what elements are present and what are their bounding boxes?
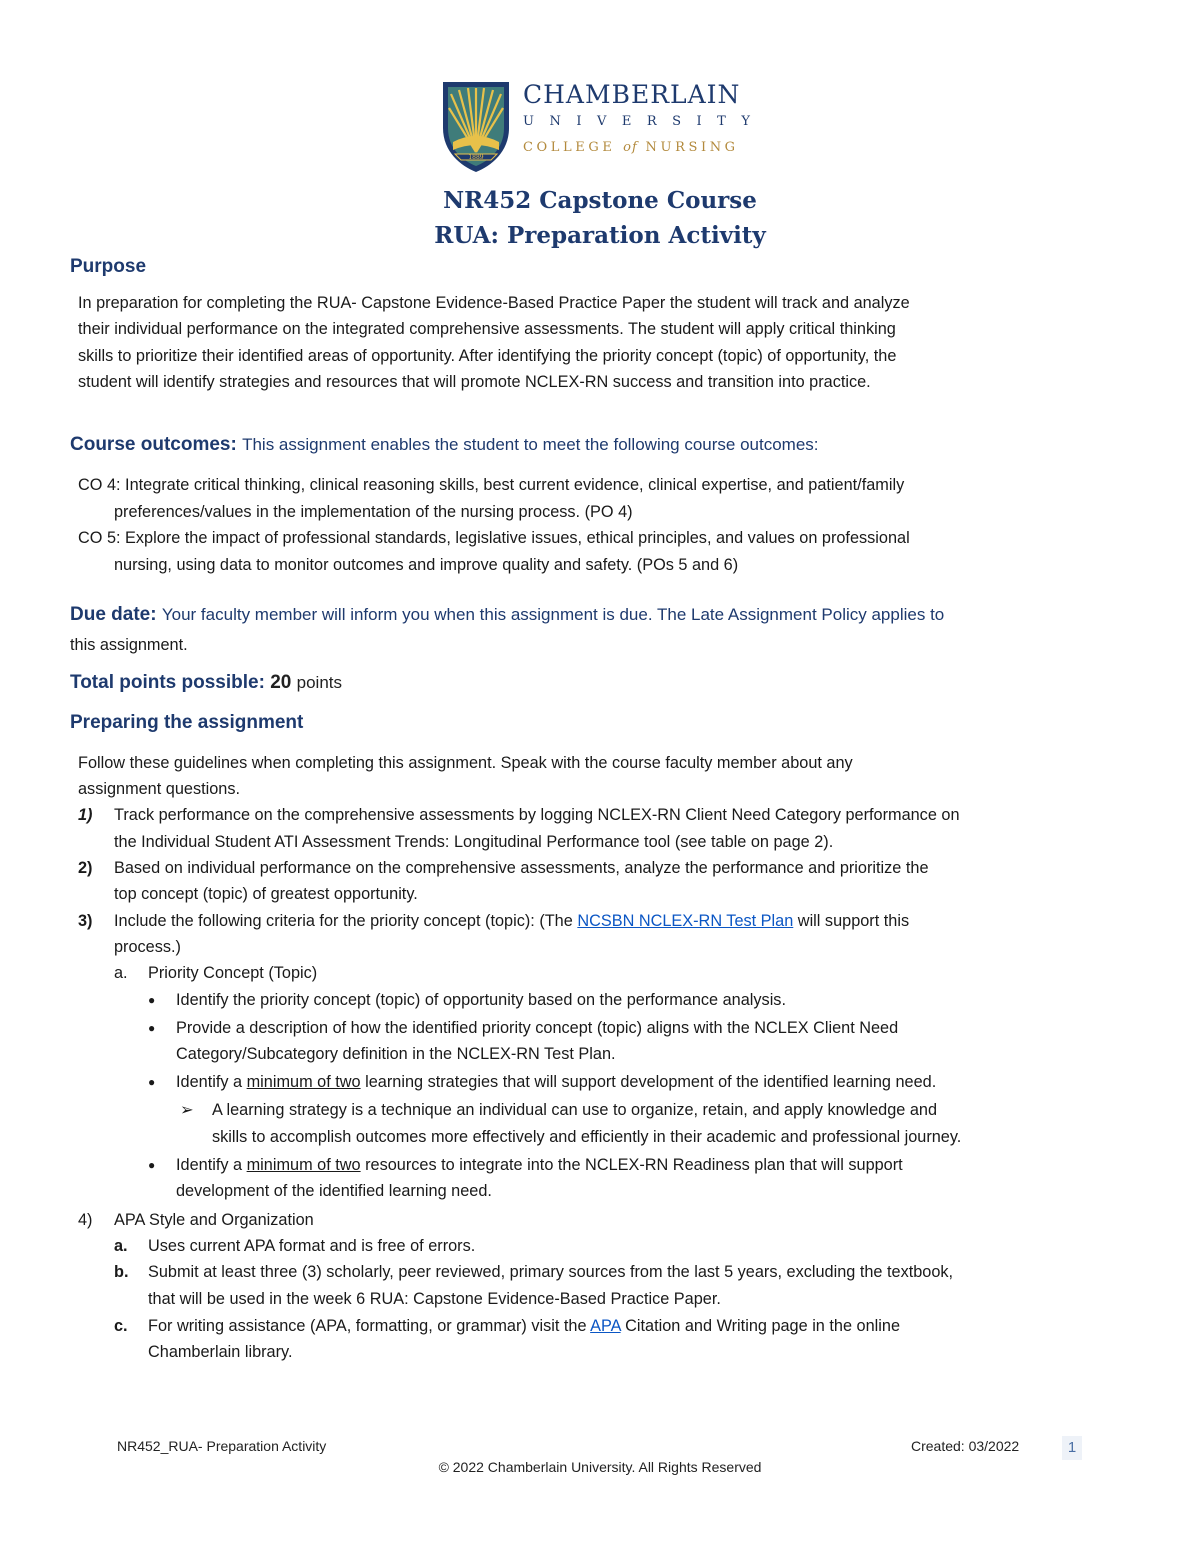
co5-line-1: CO 5: Explore the impact of professional standards, legislative issues, ethical principles, and values on professional xyxy=(78,529,910,547)
total-points-value: 20 xyxy=(270,672,292,693)
sub-a-label: a. xyxy=(114,1237,128,1255)
item-4-number: 4) xyxy=(78,1211,93,1229)
sub-b-line-2: that will be used in the week 6 RUA: Capstone Evidence-Based Practice Paper. xyxy=(148,1290,721,1308)
ncsbn-test-plan-link[interactable]: NCSBN NCLEX-RN Test Plan xyxy=(577,912,794,930)
item-1-number: 1) xyxy=(78,806,93,824)
bullet-4-line-2: development of the identified learning need. xyxy=(176,1182,492,1200)
item-1-line-1: Track performance on the comprehensive assessments by logging NCLEX-RN Client Need Category performance on xyxy=(114,806,960,824)
sub-b-label: b. xyxy=(114,1263,129,1281)
sub-c-label: c. xyxy=(114,1317,128,1335)
logo-wordmark xyxy=(523,80,765,158)
purpose-line-2: their individual performance on the integrated comprehensive assessments. The student will apply critical thinking xyxy=(78,320,896,338)
purpose-line-3: skills to prioritize their identified areas of opportunity. After identifying the priority concept (topic) of opportunity, the xyxy=(78,347,897,365)
item-3-line-1: Include the following criteria for the priority concept (topic): (The NCSBN NCLEX-RN Test Plan will support this xyxy=(114,912,910,930)
sub-item-a-text: Priority Concept (Topic) xyxy=(148,964,318,982)
item-1-line-2: the Individual Student ATI Assessment Trends: Longitudinal Performance tool (see table on page 2). xyxy=(114,833,834,851)
course-outcomes-heading: Course outcomes: This assignment enables the student to meet the following course outcomes: xyxy=(70,434,819,455)
svg-text:1889: 1889 xyxy=(468,154,484,161)
total-points-heading: Total points possible: 20 points xyxy=(70,672,343,693)
sub-c-line-2: Chamberlain library. xyxy=(148,1343,293,1361)
bullet-2-line-1: Provide a description of how the identified priority concept (topic) aligns with the NCLEX Client Need xyxy=(176,1019,899,1037)
purpose-line-1: In preparation for completing the RUA- Capstone Evidence-Based Practice Paper the student will track and analyze xyxy=(78,294,910,312)
total-points-unit: points xyxy=(296,673,343,692)
arrow-bullet-icon: ➢ xyxy=(180,1101,194,1119)
preparing-heading: Preparing the assignment xyxy=(70,712,304,733)
apa-link[interactable]: APA xyxy=(590,1317,621,1335)
preparing-intro-2: assignment questions. xyxy=(78,780,241,798)
bullet-3-text: Identify a minimum of two learning strategies that will support development of the identified learning need. xyxy=(176,1073,937,1091)
sub-b-line-1: Submit at least three (3) scholarly, peer reviewed, primary sources from the last 5 years, excluding the textbook, xyxy=(148,1263,954,1281)
bullet-2-line-2: Category/Subcategory definition in the NCLEX-RN Test Plan. xyxy=(176,1045,616,1063)
item-3-number: 3) xyxy=(78,912,93,930)
footer-doc-name: NR452_RUA- Preparation Activity xyxy=(117,1438,327,1454)
document-subtitle: RUA: Preparation Activity xyxy=(434,222,766,249)
item-4-text: APA Style and Organization xyxy=(114,1211,314,1229)
item-2-line-2: top concept (topic) of greatest opportunity. xyxy=(114,885,418,903)
due-date-line-2: this assignment. xyxy=(70,636,188,654)
co4-line-2: preferences/values in the implementation of the nursing process. (PO 4) xyxy=(114,503,633,521)
arrow-item-line-1: A learning strategy is a technique an individual can use to organize, retain, and apply knowledge and xyxy=(212,1101,938,1119)
preparing-intro-1: Follow these guidelines when completing this assignment. Speak with the course faculty member about any xyxy=(78,754,853,772)
shield-icon xyxy=(441,80,511,174)
logo-college: COLLEGE of NURSING xyxy=(523,140,739,155)
sub-c-line-1: For writing assistance (APA, formatting, or grammar) visit the APA Citation and Writing page in the online xyxy=(148,1317,900,1335)
footer-copyright: © 2022 Chamberlain University. All Rights Reserved xyxy=(438,1459,762,1475)
purpose-heading: Purpose xyxy=(70,256,147,277)
item-2-number: 2) xyxy=(78,859,93,877)
arrow-item-line-2: skills to accomplish outcomes more effectively and efficiently in their academic and professional journey. xyxy=(212,1128,962,1146)
course-outcomes-intro: This assignment enables the student to meet the following course outcomes: xyxy=(242,435,819,454)
footer-created: Created: 03/2022 xyxy=(911,1438,1020,1454)
sub-a-text: Uses current APA format and is free of errors. xyxy=(148,1237,476,1255)
logo-name: CHAMBERLAIN xyxy=(523,80,741,109)
purpose-line-4: student will identify strategies and resources that will promote NCLEX-RN success and transition into practice. xyxy=(78,373,871,391)
co4-line-1: CO 4: Integrate critical thinking, clinical reasoning skills, best current evidence, clinical expertise, and patient/family xyxy=(78,476,905,494)
due-date-text: Your faculty member will inform you when this assignment is due. The Late Assignment Policy applies to xyxy=(161,605,945,624)
item-3-line-2: process.) xyxy=(114,938,181,956)
sub-item-a-label: a. xyxy=(114,964,128,982)
bullet-icon: ● xyxy=(148,993,156,1007)
bullet-icon: ● xyxy=(148,1021,156,1035)
co5-line-2: nursing, using data to monitor outcomes and improve quality and safety. (POs 5 and 6) xyxy=(114,556,739,574)
due-date-heading: Due date: Your faculty member will inform you when this assignment is due. The Late Assignment Policy applies to xyxy=(70,604,945,625)
logo-university: UNIVERSITY xyxy=(523,114,766,129)
page-number: 1 xyxy=(1062,1436,1082,1460)
bullet-4-line-1: Identify a minimum of two resources to integrate into the NCLEX-RN Readiness plan that will support xyxy=(176,1156,903,1174)
bullet-icon: ● xyxy=(148,1158,156,1172)
document-title: NR452 Capstone Course xyxy=(443,187,757,214)
chamberlain-logo xyxy=(441,80,771,174)
bullet-1-text: Identify the priority concept (topic) of opportunity based on the performance analysis. xyxy=(176,991,786,1009)
item-2-line-1: Based on individual performance on the comprehensive assessments, analyze the performance and prioritize the xyxy=(114,859,929,877)
bullet-icon: ● xyxy=(148,1075,156,1089)
